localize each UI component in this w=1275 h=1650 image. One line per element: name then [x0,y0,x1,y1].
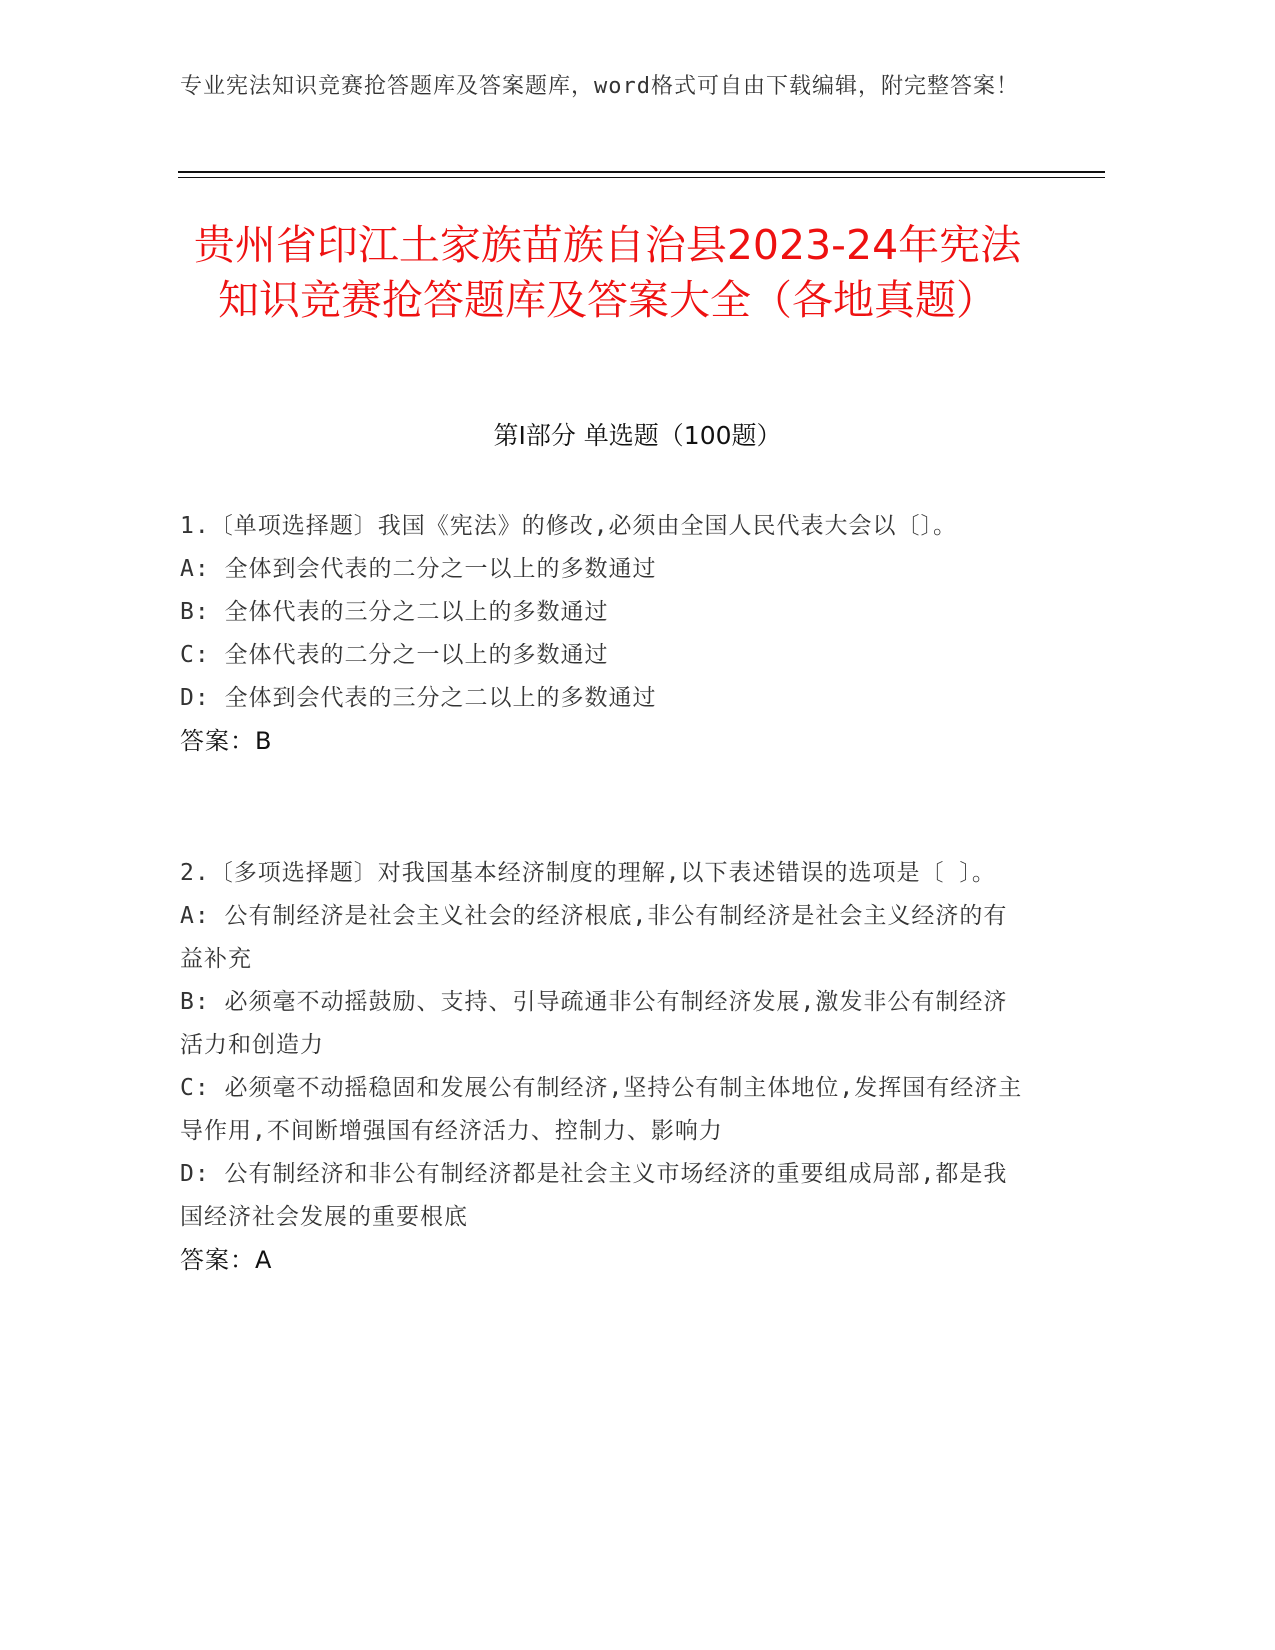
answer-label: 答案：B [180,727,273,755]
answer-label: 答案：A [180,1246,273,1274]
option-c: C: 必须毫不动摇稳固和发展公有制经济,坚持公有制主体地位,发挥国有经济主导作用,不间断增强国有经济活力、控制力、影响力 [180,1075,1023,1144]
document-title: 贵州省印江土家族苗族自治县2023-24年宪法知识竞赛抢答题库及答案大全（各地真题） [193,221,1022,324]
question-stem: 1.〔单项选择题〕我国《宪法》的修改,必须由全国人民代表大会以〔〕。 [180,513,958,539]
option-b: B: 必须毫不动摇鼓励、支持、引导疏通非公有制经济发展,激发非公有制经济活力和创造力 [180,989,1008,1058]
header-rule-thick [178,171,1105,173]
option-d: D: 全体到会代表的三分之二以上的多数通过 [180,685,657,711]
question-stem: 2.〔多项选择题〕对我国基本经济制度的理解,以下表述错误的选项是〔 〕。 [180,860,996,886]
section-heading: 第Ⅰ部分 单选题（100题） [493,421,782,450]
option-c: C: 全体代表的二分之一以上的多数通过 [180,642,609,668]
header-rule-thin [178,177,1105,178]
header-note: 专业宪法知识竞赛抢答题库及答案题库，word格式可自由下载编辑，附完整答案！ [180,74,1019,99]
option-b: B: 全体代表的三分之二以上的多数通过 [180,599,609,625]
question-1 [180,505,1030,763]
option-a: A: 全体到会代表的二分之一以上的多数通过 [180,556,657,582]
option-a: A: 公有制经济是社会主义社会的经济根底,非公有制经济是社会主义经济的有益补充 [180,903,1008,972]
option-d: D: 公有制经济和非公有制经济都是社会主义市场经济的重要组成局部,都是我国经济社会发展的重要根底 [180,1161,1008,1230]
question-2 [180,852,1030,1282]
